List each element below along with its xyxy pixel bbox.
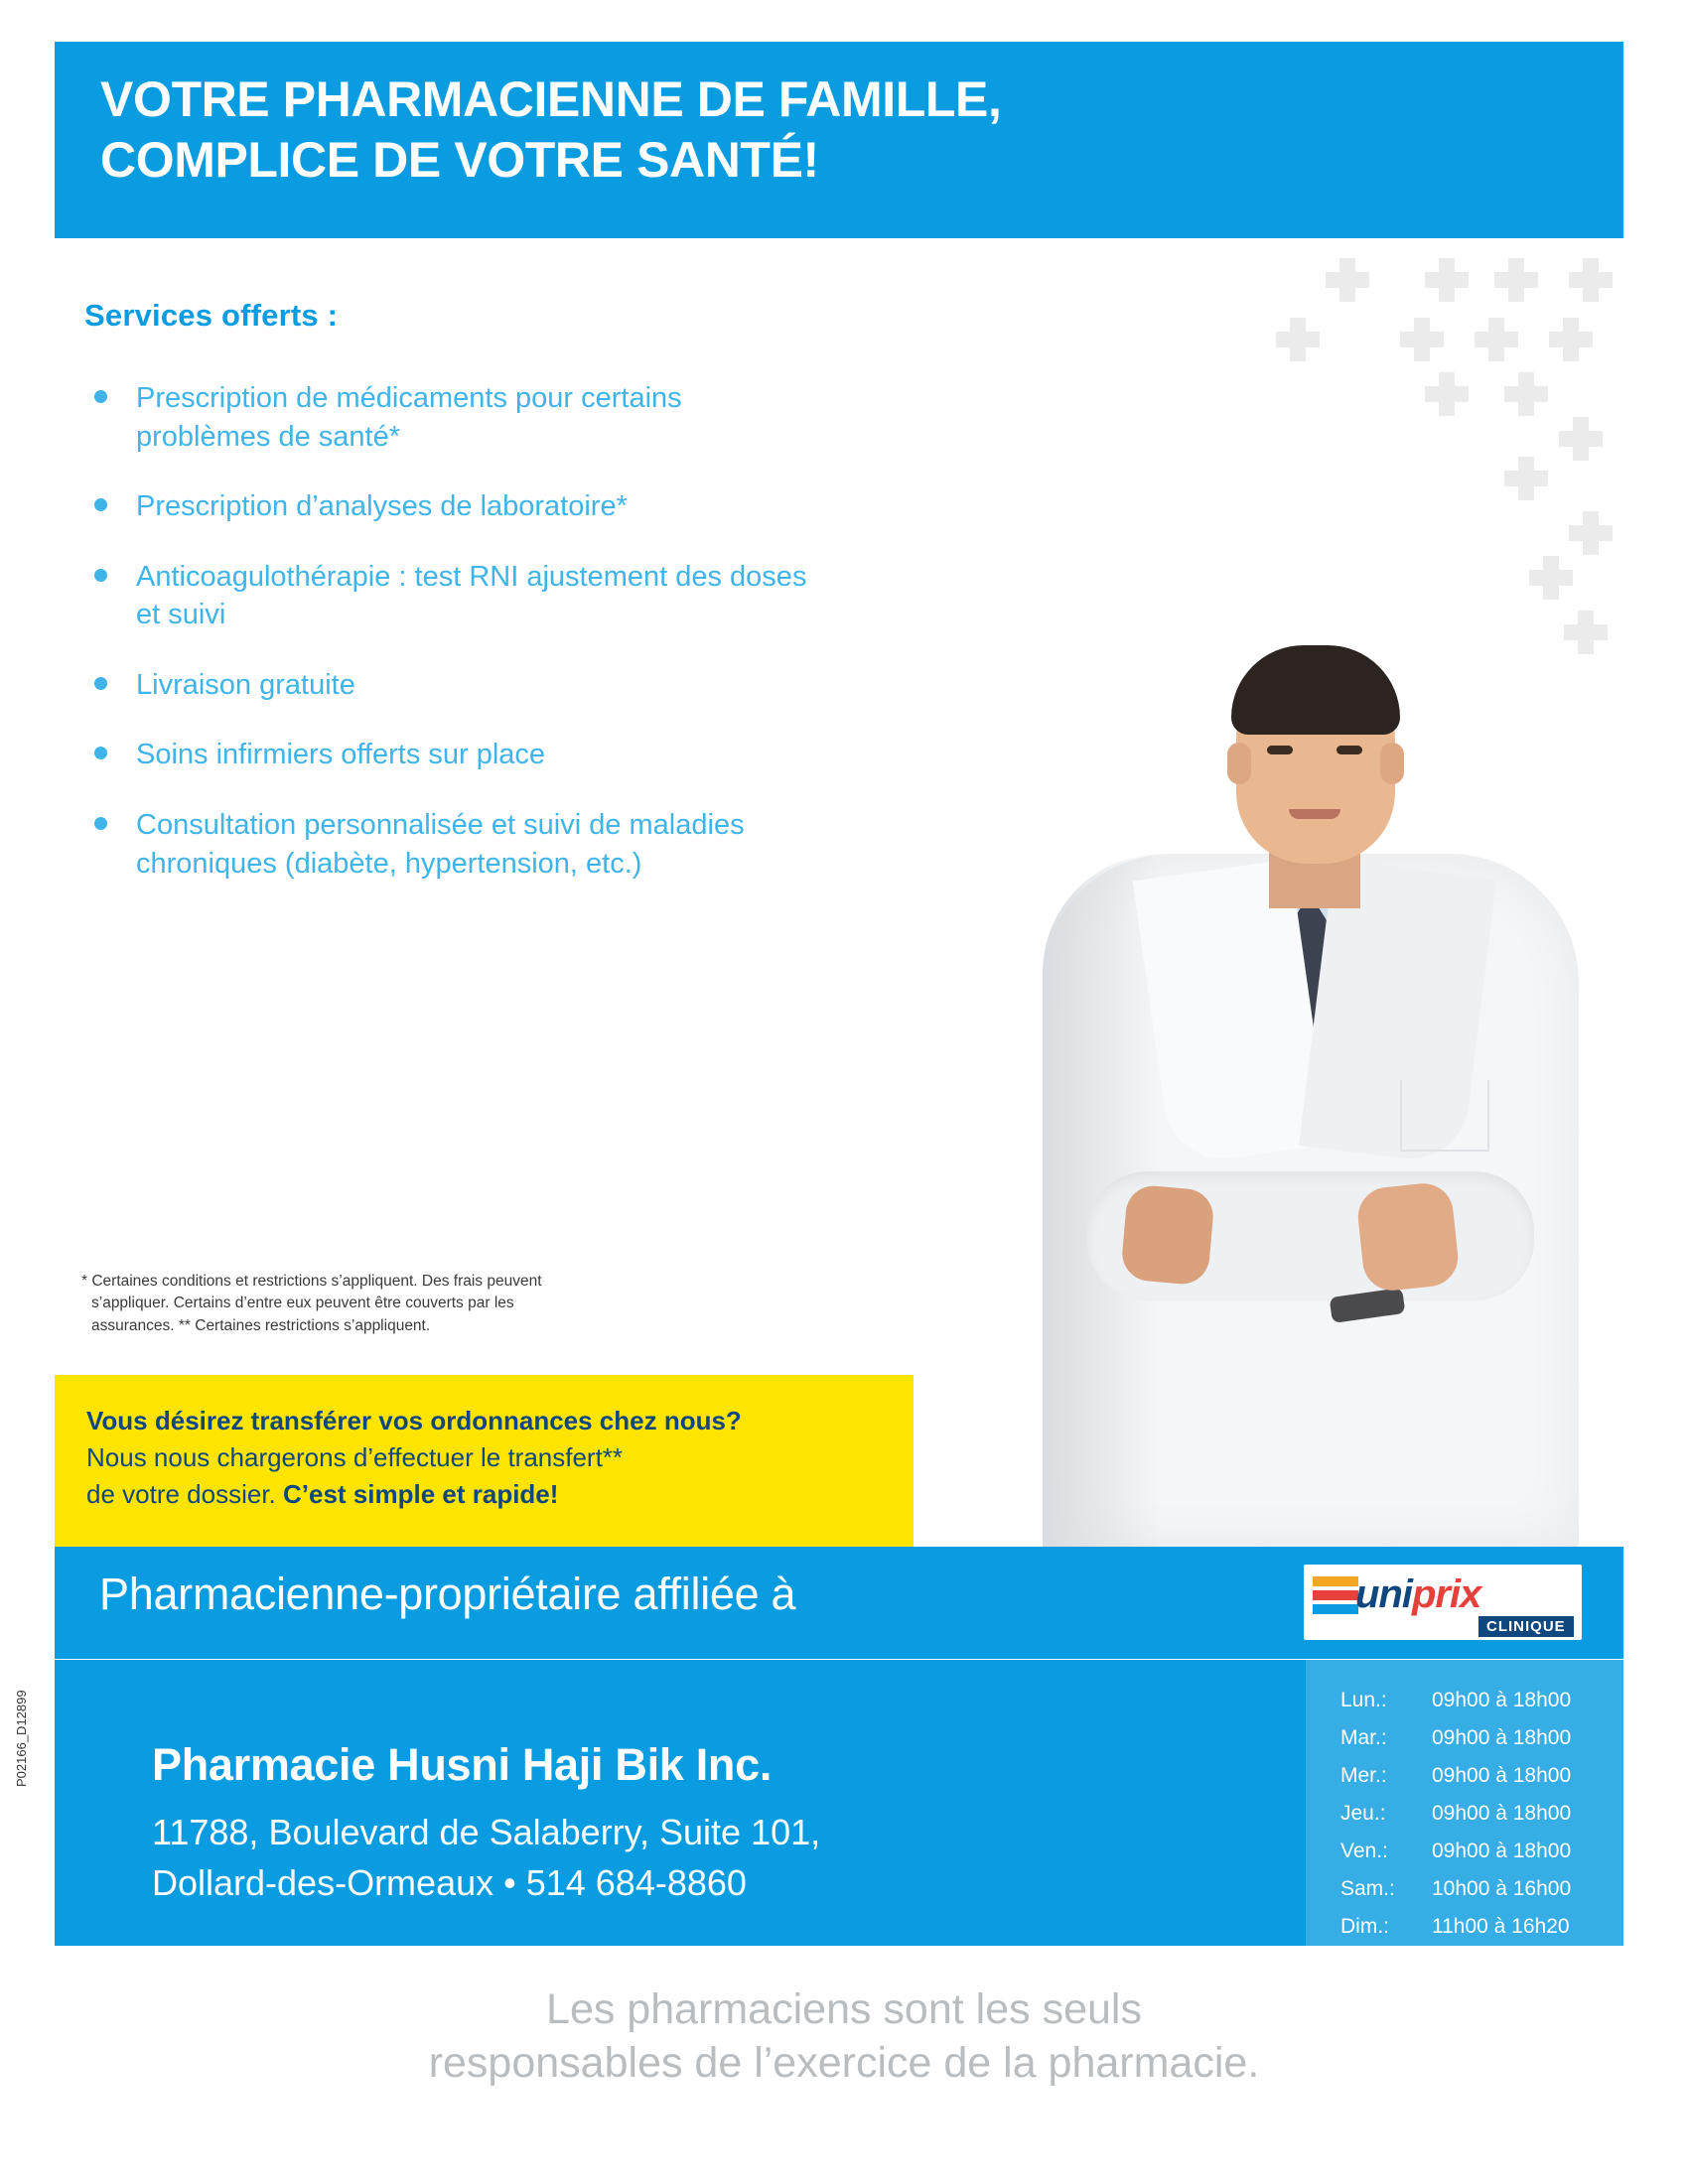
hours-day: Jeu.: (1340, 1802, 1386, 1825)
list-item (84, 379, 819, 456)
hours-time: 11h00 à 16h20 (1432, 1915, 1570, 1938)
list-item (84, 487, 819, 526)
hours-time: 09h00 à 18h00 (1432, 1802, 1572, 1825)
coat-pocket (1400, 1080, 1489, 1152)
uniprix-logo (1304, 1565, 1582, 1640)
list-item-label: Soins infirmiers offerts sur place (136, 739, 546, 771)
pharmacy-address (152, 1807, 820, 1908)
list-item (84, 806, 819, 883)
ear-left (1227, 743, 1251, 784)
footnote-line2: s’appliquer. Certains d’entre eux peuvent être couverts par les (91, 1295, 514, 1312)
opening-hours-panel (1306, 1660, 1623, 1946)
footnote-line3: assurances. ** Certaines restrictions s’appliquent. (91, 1316, 431, 1334)
document-code: P02166_D12899 (14, 1690, 29, 1787)
services-heading: Services offerts : (84, 298, 339, 333)
hours-time: 09h00 à 18h00 (1432, 1764, 1572, 1787)
pharmacy-footer (55, 1660, 1623, 1946)
page-title-line1: VOTRE PHARMACIENNE DE FAMILLE, (100, 71, 1002, 127)
hours-time: 09h00 à 18h00 (1432, 1840, 1572, 1862)
list-item (84, 558, 819, 634)
hours-row (1340, 1727, 1594, 1748)
transfer-question: Vous désirez transférer vos ordonnances chez nous? (86, 1406, 742, 1435)
affiliation-bar (55, 1547, 1623, 1659)
header-banner (55, 42, 1623, 238)
hair (1231, 645, 1400, 735)
hours-day: Mar.: (1340, 1726, 1387, 1749)
hours-day: Lun.: (1340, 1689, 1387, 1711)
hours-row (1340, 1916, 1594, 1937)
hours-time: 09h00 à 18h00 (1432, 1726, 1572, 1749)
hours-row (1340, 1841, 1594, 1861)
affiliation-label: Pharmacienne-propriétaire affiliée à (99, 1569, 796, 1619)
transfer-line3-prefix: de votre dossier. (86, 1478, 283, 1509)
hours-row (1340, 1765, 1594, 1786)
hours-row (1340, 1690, 1594, 1710)
legal-disclaimer-line2: responsables de l’exercice de la pharmacie. (428, 2038, 1260, 2087)
list-item (84, 666, 819, 705)
footnote-line1: * Certaines conditions et restrictions s’appliquent. Des frais peuvent (81, 1273, 542, 1290)
pharmacy-name: Pharmacie Husni Haji Bik Inc. (152, 1739, 773, 1790)
pharmacist-figure (1033, 496, 1589, 1549)
pharmacy-address-line2: Dollard-des-Ormeaux • 514 684-8860 (152, 1862, 747, 1904)
transfer-line3 (86, 1476, 914, 1513)
bullet-icon (94, 390, 107, 403)
hours-day: Sam.: (1340, 1877, 1395, 1900)
uniprix-clinique-badge: CLINIQUE (1478, 1616, 1574, 1637)
eye-left (1267, 746, 1293, 754)
pharmacist-photo (978, 238, 1633, 1549)
list-item-label: Livraison gratuite (136, 668, 355, 701)
hours-time: 10h00 à 16h00 (1432, 1877, 1572, 1900)
list-item-label: Anticoagulothérapie : test RNI ajustement des doses et suivi (136, 560, 807, 631)
uniprix-wordmark (1355, 1572, 1480, 1617)
eye-right (1336, 746, 1362, 754)
ear-right (1380, 743, 1404, 784)
page-title (100, 69, 1623, 191)
footnote (81, 1271, 717, 1337)
hours-day: Dim.: (1340, 1915, 1389, 1938)
hours-row (1340, 1803, 1594, 1824)
hours-time: 09h00 à 18h00 (1432, 1689, 1572, 1711)
uniprix-prix: prix (1411, 1572, 1481, 1616)
transfer-callout (55, 1375, 914, 1547)
hours-row (1340, 1878, 1594, 1899)
legal-disclaimer-line1: Les pharmaciens sont les seuls (546, 1985, 1142, 2033)
list-item-label: Prescription d’analyses de laboratoire* (136, 490, 628, 523)
list-item (84, 736, 819, 774)
services-list (84, 379, 819, 914)
pharmacy-address-line1: 11788, Boulevard de Salaberry, Suite 101, (152, 1812, 821, 1852)
page-title-line2: COMPLICE DE VOTRE SANTÉ! (100, 132, 819, 188)
bullet-icon (94, 747, 107, 759)
mouth (1289, 809, 1340, 819)
hand-right (1120, 1183, 1215, 1286)
list-item-label: Consultation personnalisée et suivi de maladies chroniques (diabète, hypertension, etc.) (136, 808, 745, 880)
bullet-icon (94, 817, 107, 830)
hours-day: Mer.: (1340, 1764, 1387, 1787)
list-item-label: Prescription de médicaments pour certains problèmes de santé* (136, 382, 682, 453)
uniprix-bars-icon (1313, 1576, 1358, 1618)
transfer-line3-emphasis: C’est simple et rapide! (283, 1478, 559, 1509)
legal-disclaimer (0, 1983, 1688, 2091)
bullet-icon (94, 677, 107, 690)
bullet-icon (94, 498, 107, 511)
bullet-icon (94, 569, 107, 582)
hours-day: Ven.: (1340, 1840, 1388, 1862)
transfer-line2: Nous nous chargerons d’effectuer le transfert** (86, 1441, 624, 1472)
uniprix-uni: uni (1355, 1572, 1412, 1616)
hand-left (1355, 1180, 1461, 1293)
